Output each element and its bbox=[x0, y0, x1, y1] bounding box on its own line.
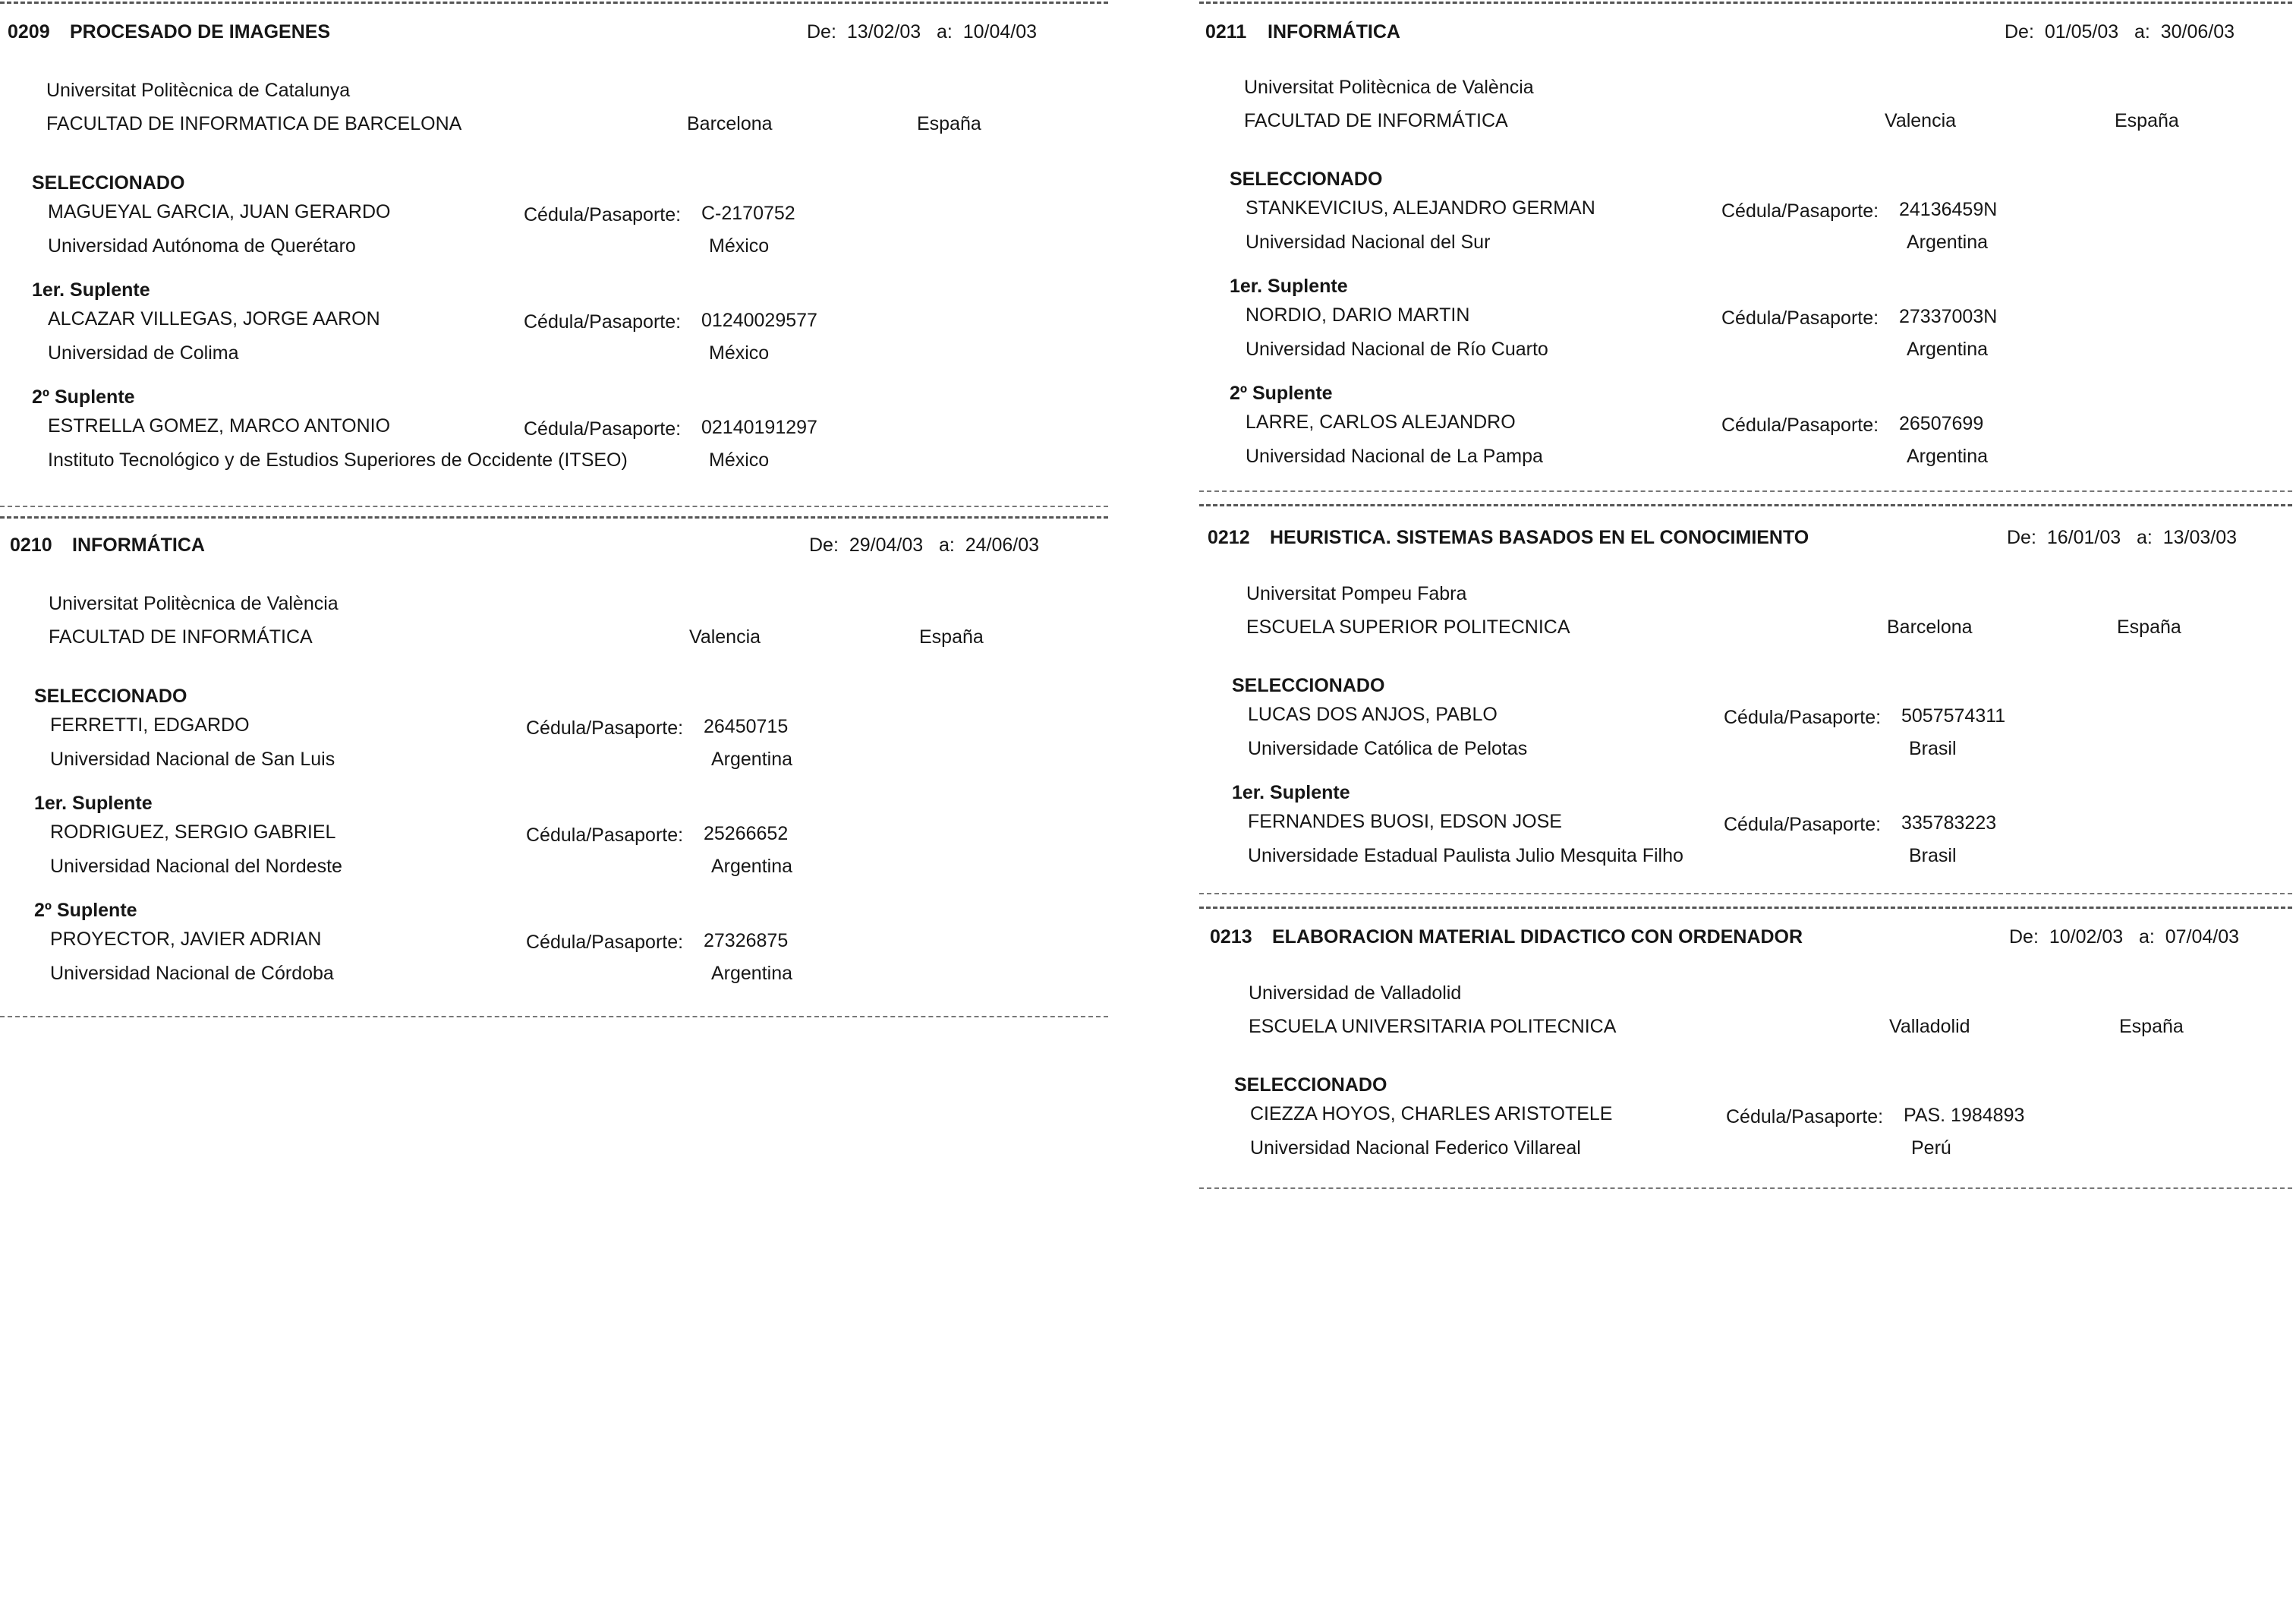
id-label: Cédula/Pasaporte: bbox=[1724, 707, 1882, 728]
separator bbox=[0, 1016, 1108, 1017]
host-city: Valencia bbox=[689, 626, 761, 648]
host-country: España bbox=[2117, 616, 2181, 638]
candidate-name: MAGUEYAL GARCIA, JUAN GERARDO bbox=[48, 201, 391, 222]
alternate-2-heading: 2º Suplente bbox=[32, 386, 135, 408]
candidate-country: Argentina bbox=[1907, 446, 1989, 467]
candidate-university: Universidad Nacional del Nordeste bbox=[50, 856, 342, 877]
id-number: 24136459N bbox=[1899, 199, 1998, 220]
course-title: INFORMÁTICA bbox=[1268, 21, 1400, 43]
id-number: C-2170752 bbox=[701, 203, 795, 224]
top-separator-left bbox=[0, 2, 1108, 4]
candidate-country: Argentina bbox=[1907, 339, 1989, 360]
host-city: Valladolid bbox=[1889, 1016, 1970, 1037]
date-to: 30/06/03 bbox=[2160, 21, 2235, 43]
course-dates: De: 29/04/03 a: 24/06/03 bbox=[809, 535, 1040, 556]
date-to: 13/03/03 bbox=[2162, 527, 2238, 548]
candidate-name: RODRIGUEZ, SERGIO GABRIEL bbox=[50, 821, 336, 843]
course-code: 0211 bbox=[1205, 21, 1247, 43]
id-number: 27337003N bbox=[1899, 306, 1998, 327]
separator bbox=[0, 516, 1108, 519]
id-label: Cédula/Pasaporte: bbox=[1724, 814, 1882, 835]
separator bbox=[1199, 504, 2292, 506]
course-dates: De: 13/02/03 a: 10/04/03 bbox=[807, 21, 1038, 43]
separator bbox=[1199, 893, 2292, 894]
host-faculty: FACULTAD DE INFORMATICA DE BARCELONA bbox=[46, 113, 462, 134]
candidate-university: Universidad Nacional del Sur bbox=[1246, 232, 1491, 253]
candidate-name: CIEZZA HOYOS, CHARLES ARISTOTELE bbox=[1250, 1103, 1613, 1124]
id-label: Cédula/Pasaporte: bbox=[1721, 307, 1879, 329]
candidate-name: NORDIO, DARIO MARTIN bbox=[1246, 304, 1470, 326]
alternate-1-heading: 1er. Suplente bbox=[1230, 276, 1348, 297]
date-from: 10/02/03 bbox=[2049, 926, 2124, 948]
course-dates: De: 01/05/03 a: 30/06/03 bbox=[2005, 21, 2235, 43]
top-separator-right bbox=[1199, 2, 2292, 4]
host-country: España bbox=[2119, 1016, 2184, 1037]
course-dates: De: 16/01/03 a: 13/03/03 bbox=[2007, 527, 2238, 548]
candidate-country: Perú bbox=[1911, 1137, 1951, 1159]
alternate-1-heading: 1er. Suplente bbox=[32, 279, 150, 301]
date-to: 24/06/03 bbox=[965, 535, 1040, 556]
id-label: Cédula/Pasaporte: bbox=[524, 311, 682, 333]
course-code: 0210 bbox=[10, 535, 52, 556]
candidate-country: Brasil bbox=[1909, 845, 1957, 866]
host-country: España bbox=[919, 626, 984, 648]
id-label: Cédula/Pasaporte: bbox=[526, 717, 684, 739]
date-from: 13/02/03 bbox=[846, 21, 921, 43]
course-code: 0212 bbox=[1208, 527, 1250, 548]
id-number: 335783223 bbox=[1901, 812, 1997, 834]
candidate-country: México bbox=[709, 342, 770, 364]
candidate-country: México bbox=[709, 449, 770, 471]
host-country: España bbox=[2115, 110, 2179, 131]
separator bbox=[0, 506, 1108, 507]
selected-heading: SELECCIONADO bbox=[1234, 1074, 1387, 1096]
host-university: Universitat Politècnica de València bbox=[49, 593, 339, 614]
candidate-name: LUCAS DOS ANJOS, PABLO bbox=[1248, 704, 1498, 725]
candidate-country: México bbox=[709, 235, 770, 257]
candidate-university: Universidade Estadual Paulista Julio Mesquita Filho bbox=[1248, 845, 1683, 866]
course-title: PROCESADO DE IMAGENES bbox=[70, 21, 331, 43]
id-label: Cédula/Pasaporte: bbox=[1726, 1106, 1884, 1127]
id-number: 02140191297 bbox=[701, 417, 817, 438]
id-number: 25266652 bbox=[704, 823, 789, 844]
alternate-2-heading: 2º Suplente bbox=[34, 900, 137, 921]
date-to: 10/04/03 bbox=[962, 21, 1038, 43]
id-number: 01240029577 bbox=[701, 310, 817, 331]
host-faculty: ESCUELA SUPERIOR POLITECNICA bbox=[1246, 616, 1570, 638]
id-label: Cédula/Pasaporte: bbox=[1721, 415, 1879, 436]
selected-heading: SELECCIONADO bbox=[34, 686, 187, 707]
host-faculty: FACULTAD DE INFORMÁTICA bbox=[1244, 110, 1508, 131]
selected-heading: SELECCIONADO bbox=[1230, 169, 1383, 190]
host-faculty: FACULTAD DE INFORMÁTICA bbox=[49, 626, 313, 648]
id-number: PAS. 1984893 bbox=[1904, 1105, 2025, 1126]
candidate-university: Universidad Nacional Federico Villareal bbox=[1250, 1137, 1581, 1159]
course-title: HEURISTICA. SISTEMAS BASADOS EN EL CONOCIMIENTO bbox=[1270, 527, 1809, 548]
candidate-university: Universidade Católica de Pelotas bbox=[1248, 738, 1528, 759]
id-label: Cédula/Pasaporte: bbox=[524, 418, 682, 440]
id-number: 5057574311 bbox=[1901, 705, 2006, 727]
id-label: Cédula/Pasaporte: bbox=[524, 204, 682, 225]
course-code: 0209 bbox=[8, 21, 50, 43]
separator bbox=[1199, 1187, 2292, 1189]
course-title: ELABORACION MATERIAL DIDACTICO CON ORDENADOR bbox=[1272, 926, 1803, 948]
candidate-name: STANKEVICIUS, ALEJANDRO GERMAN bbox=[1246, 197, 1595, 219]
host-university: Universitat Politècnica de València bbox=[1244, 77, 1534, 98]
candidate-country: Argentina bbox=[711, 856, 793, 877]
candidate-country: Argentina bbox=[711, 749, 793, 770]
candidate-name: FERNANDES BUOSI, EDSON JOSE bbox=[1248, 811, 1562, 832]
candidate-country: Argentina bbox=[1907, 232, 1989, 253]
candidate-name: ESTRELLA GOMEZ, MARCO ANTONIO bbox=[48, 415, 391, 437]
candidate-university: Universidad Autónoma de Querétaro bbox=[48, 235, 356, 257]
host-faculty: ESCUELA UNIVERSITARIA POLITECNICA bbox=[1249, 1016, 1617, 1037]
course-title: INFORMÁTICA bbox=[72, 535, 205, 556]
course-dates: De: 10/02/03 a: 07/04/03 bbox=[2009, 926, 2240, 948]
separator bbox=[1199, 490, 2292, 492]
id-label: Cédula/Pasaporte: bbox=[526, 825, 684, 846]
host-city: Valencia bbox=[1885, 110, 1957, 131]
selected-heading: SELECCIONADO bbox=[1232, 675, 1385, 696]
host-city: Barcelona bbox=[687, 113, 773, 134]
candidate-name: ALCAZAR VILLEGAS, JORGE AARON bbox=[48, 308, 380, 330]
candidate-name: PROYECTOR, JAVIER ADRIAN bbox=[50, 929, 322, 950]
candidate-university: Universidad Nacional de San Luis bbox=[50, 749, 335, 770]
candidate-university: Universidad Nacional de Río Cuarto bbox=[1246, 339, 1548, 360]
candidate-university: Universidad de Colima bbox=[48, 342, 239, 364]
separator bbox=[1199, 907, 2292, 909]
date-from: 16/01/03 bbox=[2046, 527, 2121, 548]
host-country: España bbox=[917, 113, 981, 134]
date-to: 07/04/03 bbox=[2165, 926, 2240, 948]
candidate-country: Brasil bbox=[1909, 738, 1957, 759]
id-label: Cédula/Pasaporte: bbox=[1721, 200, 1879, 222]
candidate-university: Universidad Nacional de La Pampa bbox=[1246, 446, 1543, 467]
alternate-1-heading: 1er. Suplente bbox=[1232, 782, 1350, 803]
candidate-name: FERRETTI, EDGARDO bbox=[50, 714, 250, 736]
host-university: Universidad de Valladolid bbox=[1249, 982, 1462, 1004]
alternate-2-heading: 2º Suplente bbox=[1230, 383, 1333, 404]
candidate-university: Instituto Tecnológico y de Estudios Superiores de Occidente (ITSEO) bbox=[48, 449, 628, 471]
alternate-1-heading: 1er. Suplente bbox=[34, 793, 153, 814]
date-from: 01/05/03 bbox=[2044, 21, 2119, 43]
host-university: Universitat Pompeu Fabra bbox=[1246, 583, 1467, 604]
id-number: 26507699 bbox=[1899, 413, 1984, 434]
course-code: 0213 bbox=[1210, 926, 1252, 948]
candidate-name: LARRE, CARLOS ALEJANDRO bbox=[1246, 412, 1516, 433]
candidate-country: Argentina bbox=[711, 963, 793, 984]
id-label: Cédula/Pasaporte: bbox=[526, 932, 684, 953]
selected-heading: SELECCIONADO bbox=[32, 172, 185, 194]
candidate-university: Universidad Nacional de Córdoba bbox=[50, 963, 334, 984]
host-city: Barcelona bbox=[1887, 616, 1973, 638]
id-number: 26450715 bbox=[704, 716, 789, 737]
host-university: Universitat Politècnica de Catalunya bbox=[46, 80, 351, 101]
id-number: 27326875 bbox=[704, 930, 789, 951]
date-from: 29/04/03 bbox=[849, 535, 924, 556]
